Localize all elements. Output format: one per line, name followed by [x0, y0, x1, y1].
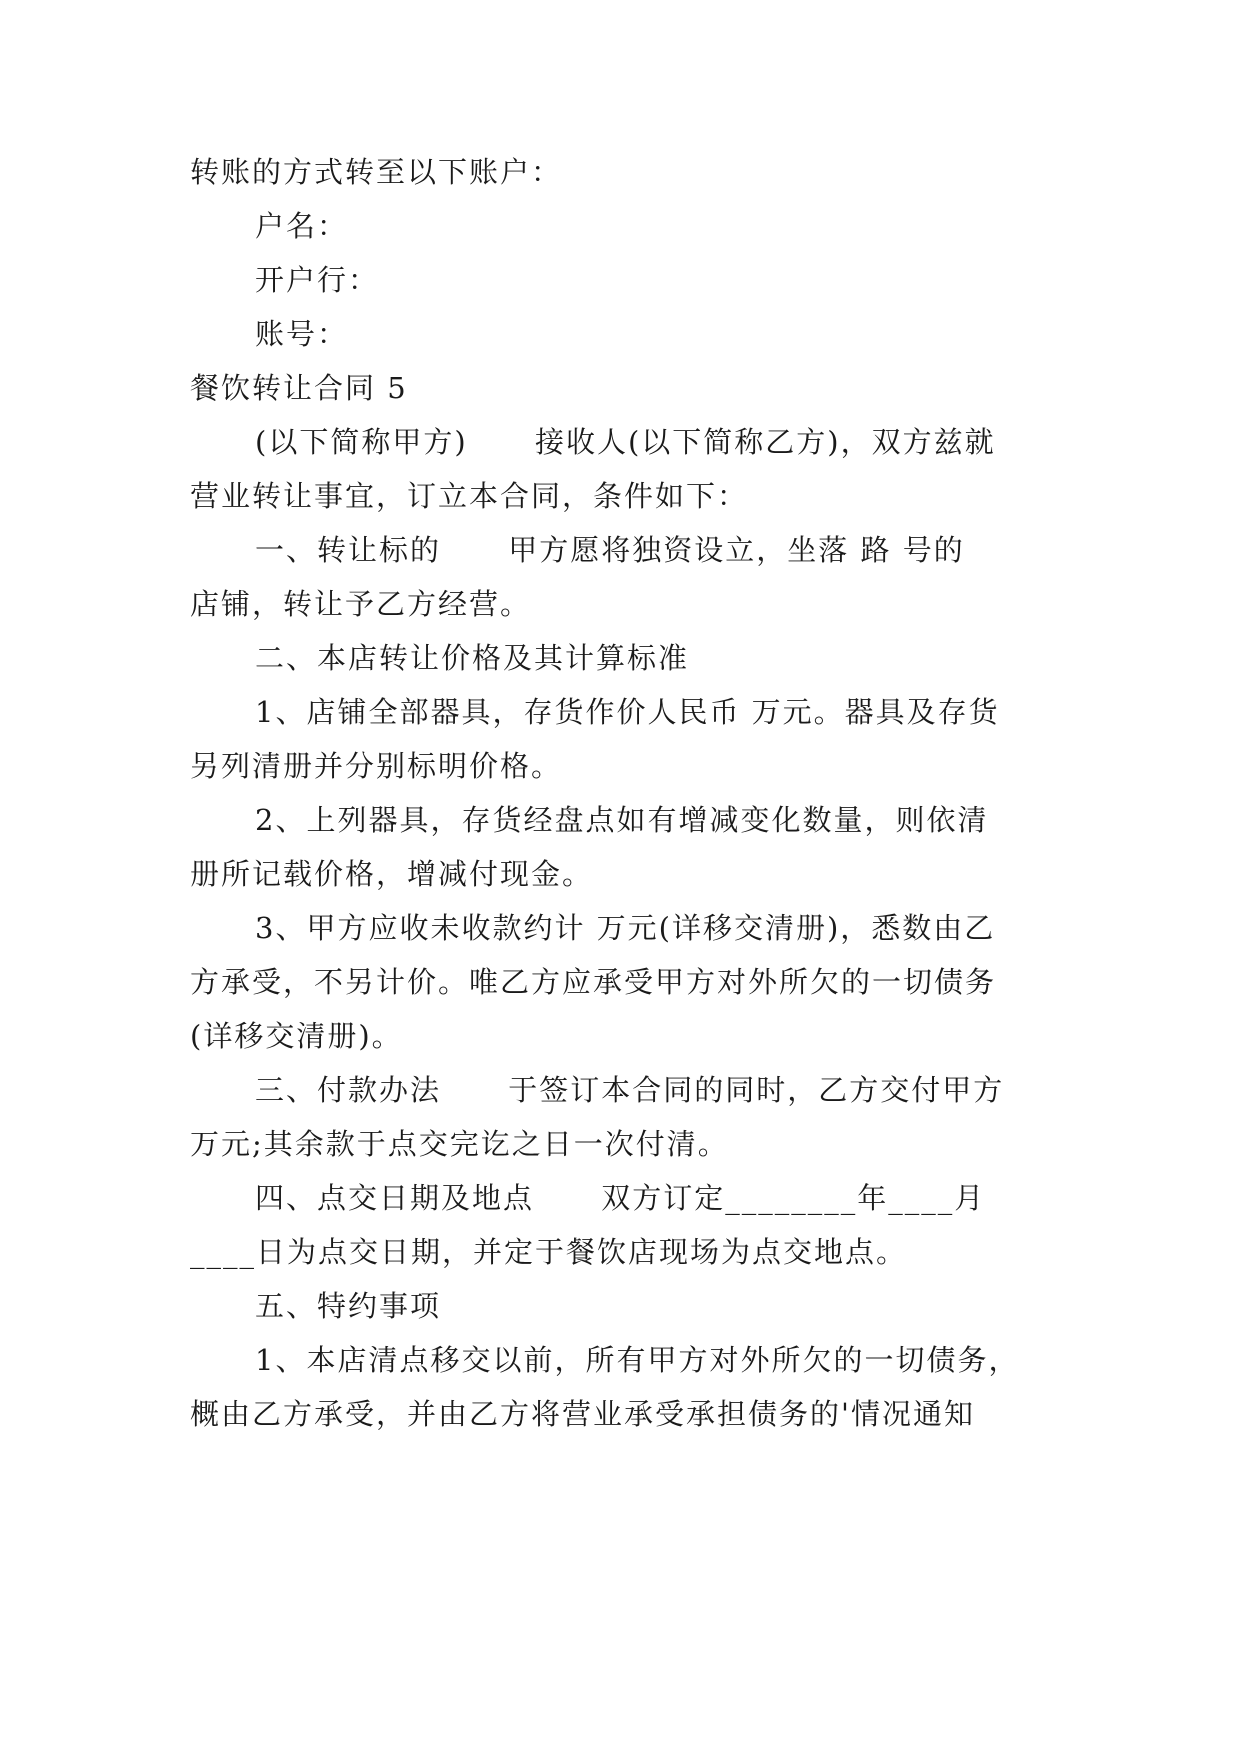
text-line: 1、本店清点移交以前，所有甲方对外所欠的一切债务， [255, 1343, 1020, 1377]
text-line: 方承受，不另计价。唯乙方应承受甲方对外所欠的一切债务 [190, 965, 997, 999]
text-line: 账号： [255, 317, 349, 351]
section-heading: 餐饮转让合同 5 [190, 371, 408, 405]
text-line: 一、转让标的 甲方愿将独资设立，坐落 路 号的 [255, 533, 965, 567]
text-line: 另列清册并分别标明价格。 [190, 749, 563, 783]
text-line: (以下简称甲方) 接收人(以下简称乙方)，双方兹就 [255, 425, 996, 459]
text-line: 概由乙方承受，并由乙方将营业承受承担债务的'情况通知 [190, 1397, 975, 1431]
text-line: 2、上列器具，存货经盘点如有增减变化数量，则依清 [255, 803, 989, 837]
text-line: 三、付款办法 于签订本合同的同时，乙方交付甲方 [255, 1073, 1005, 1107]
text-line: 户名： [255, 209, 349, 243]
text-line: 3、甲方应收未收款约计 万元(详移交清册)，悉数由乙 [255, 911, 996, 945]
text-line: 万元;其余款于点交完讫之日一次付清。 [190, 1127, 729, 1161]
text-line: 开户行： [255, 263, 380, 297]
text-line: ____日为点交日期，并定于餐饮店现场为点交地点。 [190, 1235, 908, 1269]
text-line: 店铺，转让予乙方经营。 [190, 587, 532, 621]
text-line: 1、店铺全部器具，存货作价人民币 万元。器具及存货 [255, 695, 1000, 729]
text-line: 转账的方式转至以下账户： [190, 155, 563, 189]
text-line: 四、点交日期及地点 双方订定________年____月 [255, 1181, 986, 1215]
text-line: 二、本店转让价格及其计算标准 [255, 641, 690, 675]
text-line: 营业转让事宜，订立本合同，条件如下： [190, 479, 749, 513]
text-line: (详移交清册)。 [190, 1019, 403, 1053]
text-line: 五、特约事项 [255, 1289, 442, 1323]
text-line: 册所记载价格，增减付现金。 [190, 857, 594, 891]
